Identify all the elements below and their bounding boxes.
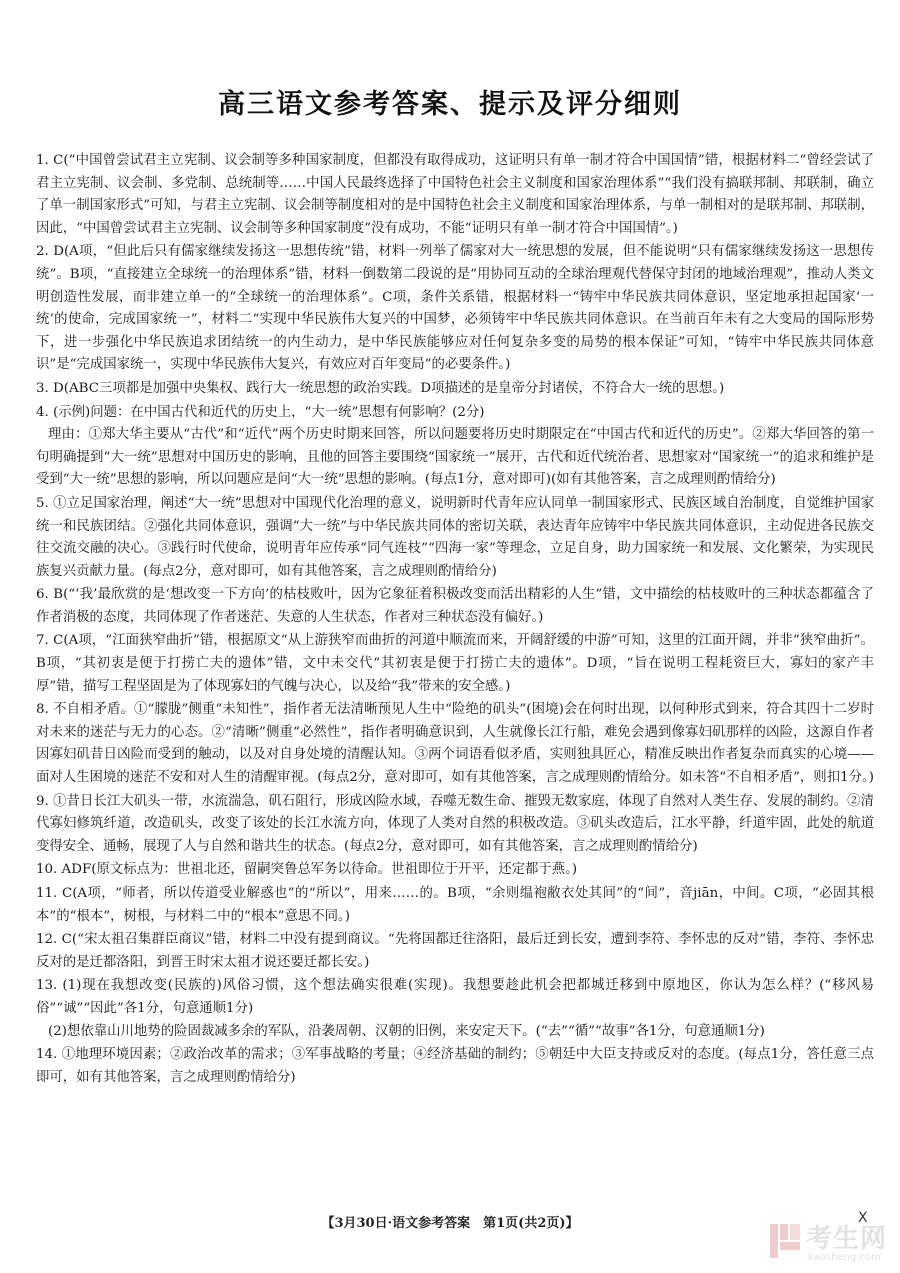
answer-11 bbox=[36, 883, 874, 928]
page-footer: 【3月30日·语文参考答案 第1页(共2页)】 bbox=[321, 1216, 579, 1231]
answer-4 bbox=[36, 402, 874, 492]
answer-9 bbox=[36, 791, 874, 859]
answer-text: 7. C(A项，“江面狭窄曲折”错，根据原文“从上游狭窄而曲折的河道中顺流而来，开阔舒缓的中游”可知，这里的江面开阔，并非“狭窄曲折”。B项，“其初衷是便于打捞亡夫的遗体”错，文中未交代“其初衷是便于打捞亡夫的遗体”。D项，“旨在说明工程耗资巨大，寡妇的家产丰厚”错，描写工程坚固是为了体现寡妇的气魄与决心，以及给“我”带来的安全感。) bbox=[36, 633, 874, 694]
answer-text: 4. (示例)问题：在中国古代和近代的历史上，“大一统”思想有何影响？(2分) bbox=[36, 404, 485, 420]
answer-text: 11. C(A项，“师者，所以传道受业解惑也”的“所以”，用来……的。B项，“余则缊袍敝衣处其间”的“间”，音jiān，中间。C项，“必固其根本”的“根本”，树根，与材料二中的“根本”意思不同。) bbox=[36, 886, 874, 924]
watermark-url: kaosheng.com bbox=[808, 1252, 881, 1263]
answer-text: 5. ①立足国家治理，阐述“大一统”思想对中国现代化治理的意义，说明新时代青年应认同单一制国家形式、民族区域自治制度，自觉维护国家统一和民族团结。②强化共同体意识，强调“大一统”与中华民族共同体的密切关联，表达青年应铸牢中华民族共同体意识，主动促进各民族交往交流交融的决心。③践行时代使命，说明青年应传承“同气连枝”“四海一家”等理念，立足自身，助力国家统一和发展、文化繁荣，为实现民族复兴贡献力量。(每点2分，意对即可，如有其他答案，言之成理则酌情给分) bbox=[36, 495, 874, 579]
watermark-name: 考生网 bbox=[806, 1224, 888, 1254]
answer-3 bbox=[36, 378, 874, 401]
answer-13 bbox=[36, 975, 874, 1043]
answer-1 bbox=[36, 150, 874, 240]
answer-text: 10. ADF(原文标点为：世祖北还，留嗣突鲁总军务以待命。世祖即位于开平，还定都于燕。) bbox=[36, 862, 578, 878]
answer-text: 13. (1)现在我想改变(民族的)风俗习惯，这个想法确实很难(实现)。我想要趁此机会把都城迁移到中原地区，你认为怎么样？(“移风易俗”“诚”“因此”各1分，句意通顺1分) bbox=[36, 978, 874, 1016]
kaosheng-logo-icon bbox=[768, 1222, 802, 1260]
answer-2 bbox=[36, 241, 874, 377]
answer-7 bbox=[36, 630, 874, 698]
answer-text: 2. D(A项，“但此后只有儒家继续发扬这一思想传统”错，材料一列举了儒家对大一统思想的发展，但不能说明“只有儒家继续发扬这一思想传统”。B项，“直接建立全球统一的治理体系”错，材料一倒数第二段说的是“用协同互动的全球治理观代替保守封闭的地域治理观”，推动人类文明创造性发展，而非建立单一的“全球统一的治理体系”。C项，条件关系错，根据材料一“铸牢中华民族共同体意识，坚定地承担起国家‘一统’的使命，完成国家统一”，材料二“实现中华民族伟大复兴的中国梦，必须铸牢中华民族共同体意识。在当前百年未有之大变局的国际形势下，进一步强化中华民族追求团结统一的内生动力，是中华民族能够应对任何复杂多变的局势的根本保证”可知，“铸牢中华民族共同体意识”是“完成国家统一，实现中华民族伟大复兴，有效应对百年变局”的必要条件。) bbox=[36, 244, 874, 373]
watermark bbox=[768, 1218, 898, 1270]
answer-text: 6. B(“‘我’最欣赏的是‘想改变一下方向’的枯枝败叶，因为它象征着积极改变而活出精彩的人生”错，文中描绘的枯枝败叶的三种状态都蕴含了作者消极的态度，共同体现了作者迷茫、失意的人生状态，作者对三种状态没有偏好。) bbox=[36, 587, 874, 625]
answer-subpart: (2)想依靠山川地势的险固裁减多余的军队，沿袭周朝、汉朝的旧例，来安定天下。(“去”“循”“故事”各1分，句意通顺1分) bbox=[48, 1023, 765, 1039]
answer-list bbox=[36, 150, 874, 1090]
answer-12 bbox=[36, 929, 874, 974]
answer-14 bbox=[36, 1044, 874, 1089]
answer-text: 9. ①昔日长江大矶头一带，水流湍急，矶石阻行，形成凶险水域，吞噬无数生命、摧毁无数家庭，体现了自然对人类生存、发展的制约。②清代寡妇修筑纤道，改造矶头，改变了该处的长江水流方向，体现了人类对自然的积极改造。③矶头改造后，江水平静，纤道牢固，此处的航道变得安全、通畅，展现了人与自然和谐共生的状态。(每点2分，意对即可，如有其他答案，言之成理则酌情给分) bbox=[36, 793, 874, 854]
answer-5 bbox=[36, 493, 874, 583]
answer-text: 3. D(ABC三项都是加强中央集权、践行大一统思想的政治实践。D项描述的是皇帝分封诸侯，不符合大一统的思想。) bbox=[36, 380, 725, 396]
answer-text: 14. ①地理环境因素；②政治改革的需求；③军事战略的考量；④经济基础的制约；⑤朝廷中大臣支持或反对的态度。(每点1分，答任意三点即可，如有其他答案，言之成理则酌情给分) bbox=[36, 1047, 874, 1085]
answer-text: 8. 不自相矛盾。①“朦胧”侧重“未知性”，指作者无法清晰预见人生中“险绝的矶头”(困境)会在何时出现，以何种形式到来，符合其四十二岁时对未来的迷茫与无力的心态。②“清晰”侧重“必然性”，指作者明确意识到，人生就像长江行船，难免会遇到像寡妇矶那样的凶险，这源自作者因寡妇矶昔日凶险而受到的触动，以及对自身处境的清醒认知。③两个词语看似矛盾，实则独具匠心，精准反映出作者复杂而真实的心境——面对人生困境的迷茫不安和对人生的清醒审视。(每点2分，意对即可，如有其他答案，言之成理则酌情给分。如未答“不自相矛盾”，则扣1分。) bbox=[36, 702, 874, 786]
answer-8 bbox=[36, 699, 874, 789]
answer-text: 1. C(“中国曾尝试君主立宪制、议会制等多种国家制度，但都没有取得成功，这证明只有单一制才符合中国国情”错，根据材料二“曾经尝试了君主立宪制、议会制、多党制、总统制等……中国人民最终选择了中国特色社会主义制度和国家治理体系”“我们没有搞联邦制、邦联制，确立了单一制国家形式”可知，与君主立宪制、议会制等制度相对的是中国特色社会主义制度和国家治理体系，与单一制相对的是联邦制、邦联制，因此，“中国曾尝试君主立宪制、议会制等多种国家制度”没有成功，不能“证明只有单一制才符合中国国情”。) bbox=[36, 153, 874, 236]
footer-mark: X bbox=[858, 1210, 868, 1226]
answer-10 bbox=[36, 859, 874, 882]
answer-6 bbox=[36, 584, 874, 629]
answer-text: 12. C(“宋太祖召集群臣商议”错，材料二中没有提到商议。“先将国都迁往洛阳，最后迁到长安，遭到李符、李怀忠的反对”错，李符、李怀忠反对的是迁都洛阳，到晋王时宋太祖才说还要迁都长安。) bbox=[36, 932, 874, 970]
answer-reason: 理由：①郑大华主要从“古代”和“近代”两个历史时期来回答，所以问题要将历史时期限定在“中国古代和近代的历史”。②郑大华回答的第一句明确提到“大一统”思想对中国历史的影响，且他的回答主要围绕“国家统一”展开，古代和近代统治者、思想家对“国家统一”的追求和维护是受到“大一统”思想的影响，所以问题应是问“大一统”思想的影响。(每点1分，意对即可)(如有其他答案，言之成理则酌情给分) bbox=[36, 427, 874, 488]
page-title: 高三语文参考答案、提示及评分细则 bbox=[218, 89, 682, 120]
